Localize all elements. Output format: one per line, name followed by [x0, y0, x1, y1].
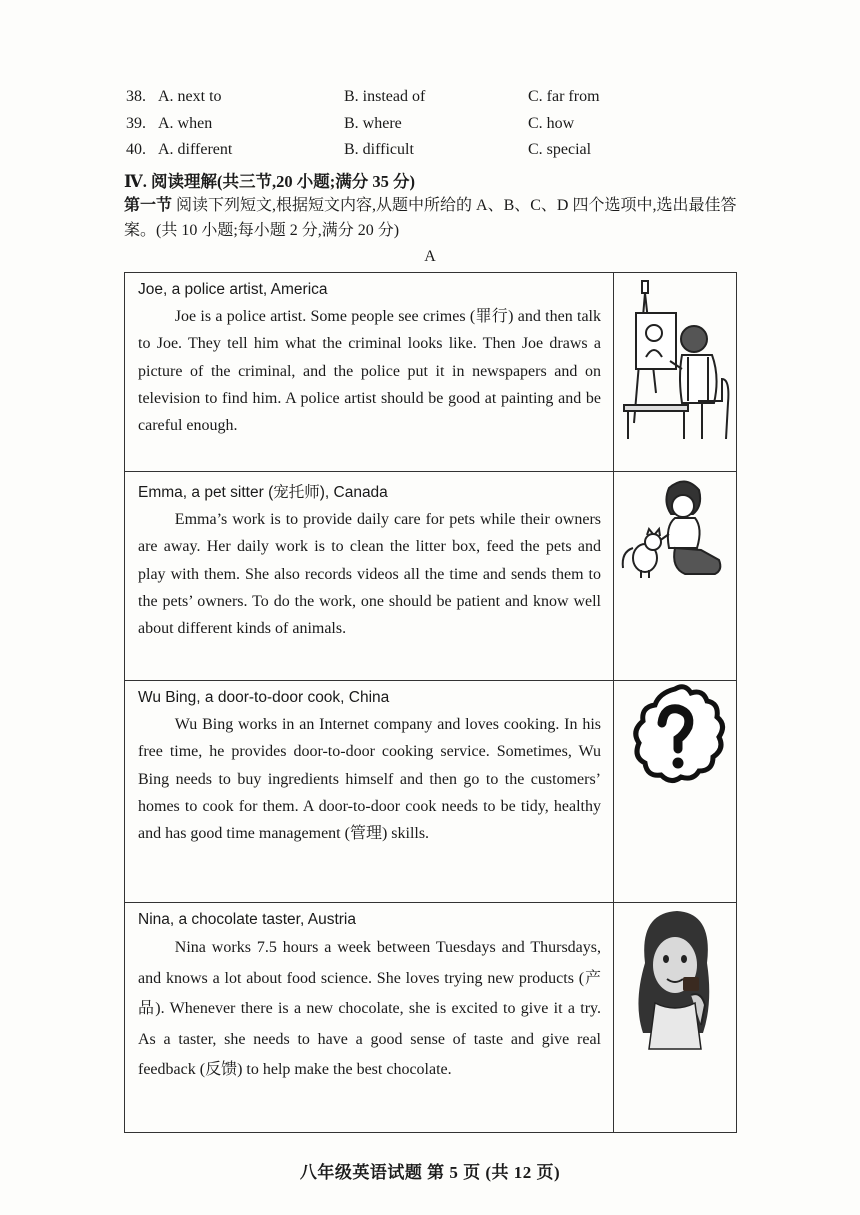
section-instructions — [124, 193, 740, 243]
police-artist-icon — [620, 273, 730, 443]
option-b: B. instead of — [344, 88, 426, 105]
profile-heading: Wu Bing, a door-to-door cook, China — [138, 689, 390, 706]
profile-text-cell — [125, 681, 614, 903]
option-c: C. how — [528, 114, 575, 132]
profile-body: Emma’s work is to provide daily care for pets while their owners are away. Her daily work is to clean the litter box, feed the pets and play with them. She also records videos all the time and sends them to the pets’ owners. To do the work, one should be patient and know well about different kinds of animals. — [138, 511, 601, 638]
profile-row-emma — [125, 472, 737, 681]
question-number: 39. — [126, 114, 146, 132]
question-number: 38. — [126, 88, 146, 105]
option-b: B. where — [344, 114, 402, 132]
pet-sitter-icon — [619, 472, 731, 592]
profile-body: Wu Bing works in an Internet company and loves cooking. In his free time, he provides door-to-door cooking service. Sometimes, Wu Bing needs to buy ingredients himself and then go to the customers’ homes to cook for them. A door-to-door cook needs to be tidy, healthy and has good time management (管理) skills. — [138, 716, 601, 843]
question-mark-icon — [622, 681, 728, 787]
option-row-39 — [126, 115, 726, 142]
question-number: 40. — [126, 141, 146, 158]
profile-row-wu-bing — [125, 681, 737, 903]
chocolate-taster-icon — [625, 903, 725, 1053]
profile-text-cell — [125, 273, 614, 472]
profile-image-cell — [614, 681, 737, 903]
profile-text-cell — [125, 903, 614, 1133]
profile-row-nina — [125, 903, 737, 1133]
option-a: A. different — [158, 141, 233, 158]
profile-heading: Emma, a pet sitter (宠托师), Canada — [138, 484, 388, 501]
option-c: C. special — [528, 141, 592, 158]
section-title: Ⅳ. 阅读理解(共三节,20 小题;满分 35 分) — [124, 172, 415, 191]
option-a: A. next to — [158, 88, 222, 105]
instructions-text: 阅读下列短文,根据短文内容,从题中所给的 A、B、C、D 四个选项中,选出最佳答案。(共 10 小题;每小题 2 分,满分 20 分) — [124, 197, 737, 239]
profile-image-cell — [614, 273, 737, 472]
profile-text-cell — [125, 472, 614, 681]
option-row-38 — [126, 88, 726, 115]
profile-image-cell — [614, 903, 737, 1133]
page-footer: 八年级英语试题 第 5 页 (共 12 页) — [299, 1163, 561, 1182]
profile-heading: Nina, a chocolate taster, Austria — [138, 911, 356, 928]
option-b: B. difficult — [344, 141, 414, 158]
job-profiles-table — [124, 272, 737, 1133]
part-label: 第一节 — [124, 197, 173, 214]
passage-letter: A — [424, 248, 436, 265]
profile-row-joe — [125, 273, 737, 472]
profile-image-cell — [614, 472, 737, 681]
profile-heading: Joe, a police artist, America — [138, 281, 328, 298]
profile-body: Joe is a police artist. Some people see crimes (罪行) and then talk to Joe. They tell him what the criminal looks like. Then Joe draws a picture of the criminal, and the police put it in newspapers and on television to find him. A police artist should be good at painting and be careful enough. — [138, 308, 601, 435]
profile-body: Nina works 7.5 hours a week between Tuesdays and Thursdays, and knows a lot about food science. She loves trying new products (产品). Whenever there is a new chocolate, she is excited to give it a try. As a taster, she needs to have a good sense of taste and give real feedback (反馈) to help make the best chocolate. — [138, 939, 601, 1078]
option-c: C. far from — [528, 88, 600, 105]
option-row-40 — [126, 141, 726, 168]
option-a: A. when — [158, 114, 213, 132]
answer-options — [126, 88, 726, 168]
